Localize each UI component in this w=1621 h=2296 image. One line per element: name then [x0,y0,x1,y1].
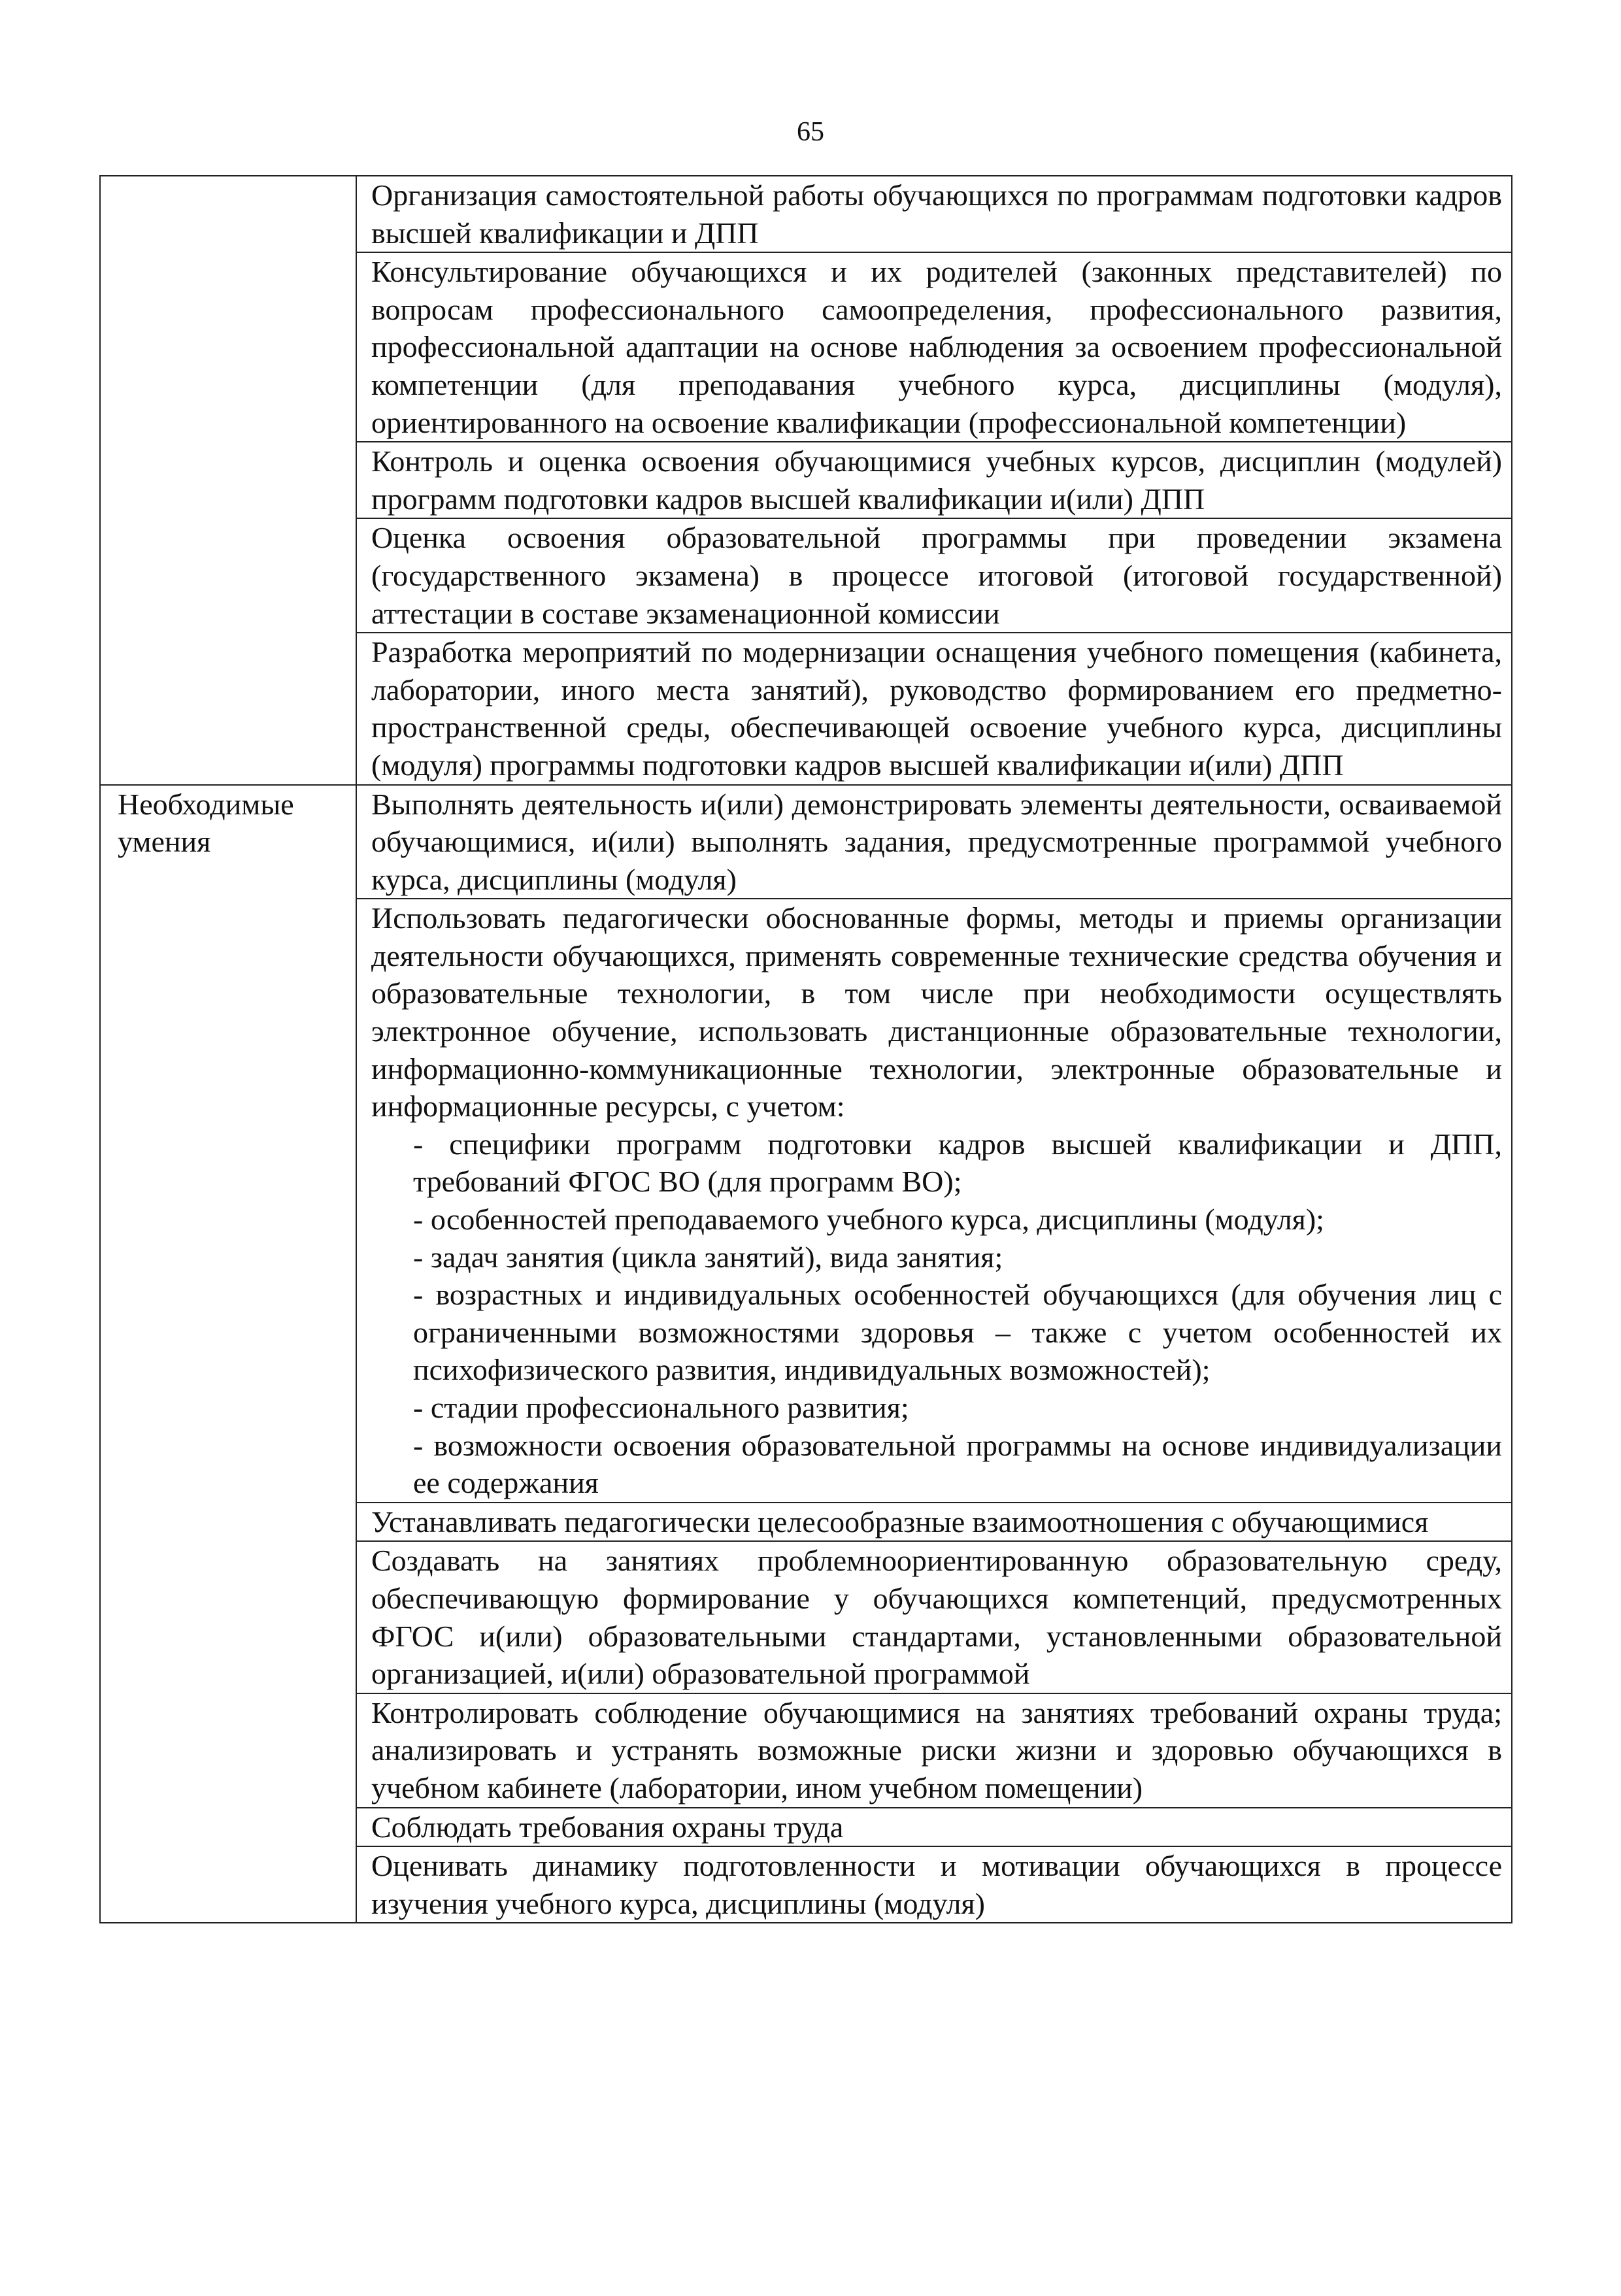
qualification-table [99,175,1512,1923]
table-cell-with-list [356,899,1512,1503]
row-label-empty [100,176,356,785]
table-cell: Консультирование обучающихся и их родителей (законных представителей) по вопросам профессионального самоопределения, профессионального развития, профессиональной адаптации на основе наблюдения за освоением профессиональной компетенции (для преподавания учебного курса, дисциплины (модуля), ориентированного на освоение квалификации (профессиональной компетенции) [356,252,1512,442]
table-row [100,785,1512,899]
cell-intro-text: Использовать педагогически обоснованные формы, методы и приемы организации деятельности обучающихся, применять современные технические средства обучения и образовательные технологии, в том числе при необходимости осуществлять электронное обучение, использовать дистанционные образовательные технологии, информационно-коммуникационные технологии, электронные образовательные и информационные ресурсы, с учетом: [371,901,1502,1123]
table-cell: Контролировать соблюдение обучающимися на занятиях требований охраны труда; анализировать и устранять возможные риски жизни и здоровью обучающихся в учебном кабинете (лаборатории, ином учебном помещении) [356,1693,1512,1808]
table-cell: Оценивать динамику подготовленности и мотивации обучающихся в процессе изучения учебного курса, дисциплины (модуля) [356,1846,1512,1923]
table-row [100,176,1512,252]
row-label-skills: Необходимые умения [100,785,356,1923]
list-item: - возрастных и индивидуальных особенностей обучающихся (для обучения лиц с ограниченными возможностями здоровья – также с учетом особенностей их психофизического развития, индивидуальных возможностей); [413,1278,1502,1387]
table-cell: Оценка освоения образовательной программы при проведении экзамена (государственного экзамена) в процессе итоговой (итоговой государственной) аттестации в составе экзаменационной комиссии [356,518,1512,633]
table-cell: Организация самостоятельной работы обучающихся по программам подготовки кадров высшей квалификации и ДПП [356,176,1512,252]
table-cell: Устанавливать педагогически целесообразные взаимоотношения с обучающимися [356,1503,1512,1542]
list-item: - возможности освоения образовательной программы на основе индивидуализации ее содержания [413,1428,1502,1500]
requirements-list [371,1125,1502,1502]
list-item: - особенностей преподаваемого учебного курса, дисциплины (модуля); [413,1203,1324,1237]
table-cell: Разработка мероприятий по модернизации оснащения учебного помещения (кабинета, лаборатории, иного места занятий), руководство формированием его предметно-пространственной среды, обеспечивающей освоение учебного курса, дисциплины (модуля) программы подготовки кадров высшей квалификации и(или) ДПП [356,633,1512,784]
list-item: - задач занятия (цикла занятий), вида занятия; [413,1240,1003,1274]
table-cell: Создавать на занятиях проблемноориентированную образовательную среду, обеспечивающую формирование у обучающихся компетенций, предусмотренных ФГОС и(или) образовательными стандартами, установленными образовательной организацией, и(или) образовательной программой [356,1541,1512,1693]
table-cell: Соблюдать требования охраны труда [356,1808,1512,1847]
page-number: 65 [797,117,824,147]
list-item: - стадии профессионального развития; [413,1391,909,1424]
table-cell: Контроль и оценка освоения обучающимися учебных курсов, дисциплин (модулей) программ подготовки кадров высшей квалификации и(или) ДПП [356,442,1512,518]
list-item: - специфики программ подготовки кадров высшей квалификации и ДПП, требований ФГОС ВО (для программ ВО); [413,1127,1502,1199]
table-cell: Выполнять деятельность и(или) демонстрировать элементы деятельности, осваиваемой обучающимися, и(или) выполнять задания, предусмотренные программой учебного курса, дисциплины (модуля) [356,785,1512,899]
